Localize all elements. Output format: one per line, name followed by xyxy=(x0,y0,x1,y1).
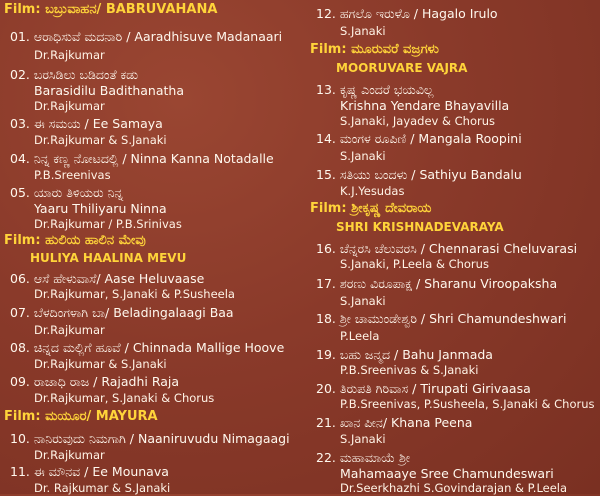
track-title: 03. ಈ ಸಮಯ / Ee Samaya xyxy=(10,116,163,131)
track-title: 05. ಯಾರು ತಿಳಿಯರು ನಿನ್ನ xyxy=(10,185,124,200)
singer-credit: Dr.Rajkumar, S.Janaki & P.Susheela xyxy=(34,287,235,301)
singer-credit: S.Janaki, Jayadev & Chorus xyxy=(340,114,496,128)
singer-credit: P.Leela xyxy=(340,329,380,343)
track-title: Mahamaaye Sree Chamundeswari xyxy=(340,466,554,481)
track-title: Yaaru Thiliyaru Ninna xyxy=(34,201,167,216)
track-title: 17. ಶರಣು ವಿರೂಪಾಕ್ಷ / Sharanu Viroopaksha xyxy=(316,276,558,291)
singer-credit: Dr.Rajkumar / P.B.Srinivas xyxy=(34,217,182,231)
singer-credit: P.B.Sreenivas, P.Susheela, S.Janaki & Chorus xyxy=(340,397,595,411)
film-heading: Film: ಹುಲಿಯ ಹಾಲಿನ ಮೇವು xyxy=(4,233,146,248)
track-title: 04. ನಿನ್ನ ಕಣ್ಣ ನೋಟದಲ್ಲಿ / Ninna Kanna Notadalle xyxy=(10,151,274,166)
singer-credit: Dr.Rajkumar, S.Janaki & Chorus xyxy=(34,391,215,405)
film-title-english: HULIYA HAALINA MEVU xyxy=(30,251,187,265)
track-title: 02. ಬರಸಿಡಿಲು ಬಡಿದಂತೆ ಕಡು xyxy=(10,67,139,82)
singer-credit: S.Janaki xyxy=(340,294,386,308)
track-title: 14. ಮಂಗಳ ರೂಪಿಣಿ / Mangala Roopini xyxy=(316,131,522,146)
film-heading: Film: ಬಬ್ರುವಾಹನ/ BABRUVAHANA xyxy=(4,2,218,17)
singer-credit: Dr.Rajkumar xyxy=(34,323,105,337)
film-heading: Film: ಮೂರುವರೆ ವಜ್ರಗಳು xyxy=(310,42,439,57)
track-title: 11. ಈ ಮೌನವ / Ee Mounava xyxy=(10,464,169,479)
singer-credit: Dr.Rajkumar & S.Janaki xyxy=(34,133,167,147)
singer-credit: Dr.Rajkumar & S.Janaki xyxy=(34,357,167,371)
track-title: Krishna Yendare Bhayavilla xyxy=(340,98,510,113)
singer-credit: Dr.Rajkumar xyxy=(34,99,105,113)
track-title: 08. ಚಿನ್ನದ ಮಲ್ಲಿಗೆ ಹೂವೆ / Chinnada Mallige Hoove xyxy=(10,340,285,355)
singer-credit: P.B.Sreenivas & S.Janaki xyxy=(340,363,479,377)
singer-credit: Dr.Rajkumar xyxy=(34,448,105,462)
track-title: 15. ಸತಿಯು ಬಂದಳು / Sathiyu Bandalu xyxy=(316,167,522,182)
track-title: 09. ರಾಜಾಧಿ ರಾಜ / Rajadhi Raja xyxy=(10,374,180,389)
track-title: 07. ಬೆಳದಿಂಗಳಾಗಿ ಬಾ/ Beladingalaagi Baa xyxy=(10,305,234,320)
film-title-english: SHRI KRISHNADEVARAYA xyxy=(336,220,504,234)
track-title: 20. ತಿರುಪತಿ ಗಿರಿವಾಸ / Tirupati Girivaasa xyxy=(316,381,531,396)
singer-credit: Dr.Seerkhazhi S.Govindarajan & P.Leela xyxy=(340,481,568,495)
singer-credit: S.Janaki, P.Leela & Chorus xyxy=(340,257,489,271)
track-title: 06. ಆಸೆ ಹೇಳುವಾಸೆ/ Aase Heluvaase xyxy=(10,271,205,286)
track-title: 18. ಶ್ರೀ ಚಾಮುಂಡೇಶ್ವರಿ / Shri Chamundeshwari xyxy=(316,311,567,326)
singer-credit: S.Janaki xyxy=(340,432,386,446)
track-title: 22. ಮಹಾಮಾಯೆ ಶ್ರೀ xyxy=(316,450,410,465)
track-title: 19. ಬಹು ಜನ್ಮದ / Bahu Janmada xyxy=(316,347,493,362)
film-heading: Film: ಮಯೂರ/ MAYURA xyxy=(4,409,158,424)
singer-credit: P.B.Sreenivas xyxy=(34,168,111,182)
track-title: 10. ನಾನಿರುವುದು ನಿಮಗಾಗಿ / Naaniruvudu Nimagaagi xyxy=(10,431,290,446)
track-title: 01. ಆರಾಧಿಸುವೆ ಮದನಾರಿ / Aaradhisuve Madanaari xyxy=(10,29,283,44)
track-title: 21. ಖಾನ ಪೀನ/ Khana Peena xyxy=(316,415,473,430)
singer-credit: S.Janaki xyxy=(340,149,386,163)
singer-credit: Dr.Rajkumar xyxy=(34,48,105,62)
singer-credit: K.J.Yesudas xyxy=(340,184,405,198)
film-title-english: MOORUVARE VAJRA xyxy=(336,61,468,75)
singer-credit: S.Janaki xyxy=(340,24,386,38)
film-heading: Film: ಶ್ರೀಕೃಷ್ಣ ದೇವರಾಯ xyxy=(310,201,432,216)
track-title: 12. ಹಗಲೊ ಇರುಳೊ / Hagalo Irulo xyxy=(316,6,498,21)
track-title: 13. ಕೃಷ್ಣ ಎಂದರೆ ಭಯವಿಲ್ಲ xyxy=(316,82,434,97)
singer-credit: Dr. Rajkumar & S.Janaki xyxy=(34,481,171,495)
track-title: 16. ಚೆನ್ನರಸಿ ಚೆಲುವರಸಿ / Chennarasi Cheluvarasi xyxy=(316,241,578,256)
track-title: Barasidilu Badithanatha xyxy=(34,83,184,98)
